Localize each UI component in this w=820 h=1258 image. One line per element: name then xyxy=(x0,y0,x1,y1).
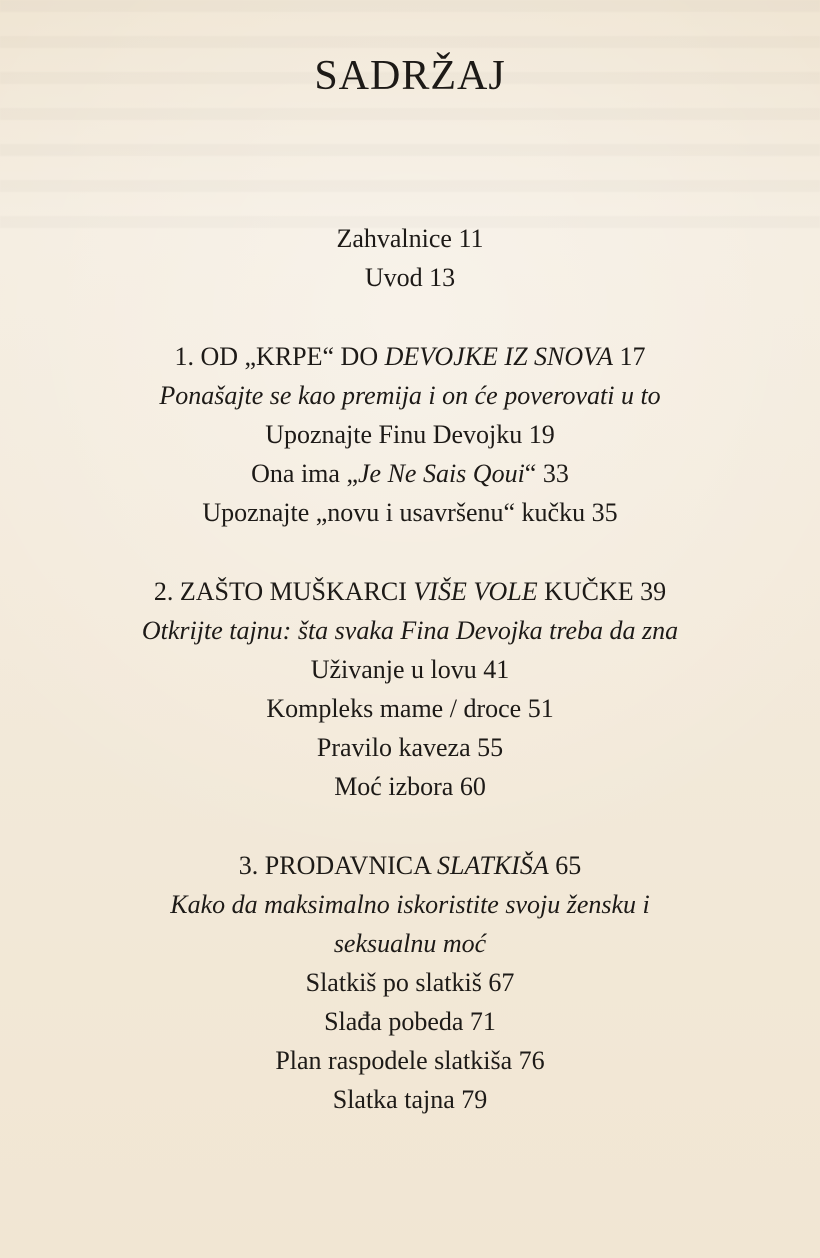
chapter-page: 39 xyxy=(640,577,667,606)
toc-entry xyxy=(0,454,820,493)
toc-entry xyxy=(0,689,820,728)
entry-label: Moć izbora xyxy=(334,772,454,801)
entry-label-tail: “ xyxy=(524,459,537,488)
entry-page: 79 xyxy=(461,1085,488,1114)
chapter-subtitle: seksualnu moć xyxy=(333,929,487,958)
chapter-page: 17 xyxy=(619,342,646,371)
toc-entry xyxy=(0,963,820,1002)
chapter-heading xyxy=(0,337,820,376)
entry-page: 60 xyxy=(459,772,486,801)
chapter-heading xyxy=(0,572,820,611)
toc-entry xyxy=(0,219,820,258)
entry-page: 51 xyxy=(527,694,554,723)
chapter-3 xyxy=(0,846,820,1119)
entry-label: Plan raspodele slatkiša xyxy=(275,1046,513,1075)
toc-entry xyxy=(0,493,820,532)
toc-entry xyxy=(0,728,820,767)
entry-page: 67 xyxy=(488,968,515,997)
show-through-text xyxy=(0,0,820,240)
chapter-heading-italic: VIŠE VOLE xyxy=(413,577,538,606)
entry-label-italic: Je Ne Sais Qoui xyxy=(357,459,525,488)
entry-page: 35 xyxy=(591,498,618,527)
entry-label: Upoznajte „novu i usavršenu“ kučku xyxy=(202,498,586,527)
entry-label: Zahvalnice xyxy=(336,224,452,253)
entry-page: 55 xyxy=(477,733,504,762)
toc-entry xyxy=(0,1041,820,1080)
chapter-heading-text: 3. PRODAVNICA xyxy=(238,851,437,880)
page-title: SADRŽAJ xyxy=(314,53,506,99)
toc-entry xyxy=(0,767,820,806)
entry-label: Slađa pobeda xyxy=(324,1007,464,1036)
toc-entry xyxy=(0,650,820,689)
toc-entry xyxy=(0,1002,820,1041)
entry-label: Uživanje u lovu xyxy=(310,655,477,684)
entry-page: 11 xyxy=(458,224,484,253)
chapter-heading-tail: KUČKE xyxy=(537,577,634,606)
entry-page: 71 xyxy=(469,1007,496,1036)
entry-label: Ona ima „ xyxy=(251,459,358,488)
chapter-heading-italic: SLATKIŠA xyxy=(436,851,549,880)
chapter-subtitle: Kako da maksimalno iskoristite svoju žensku i xyxy=(170,890,650,919)
entry-page: 13 xyxy=(429,263,456,292)
entry-page: 33 xyxy=(542,459,569,488)
entry-page: 76 xyxy=(518,1046,545,1075)
chapter-heading-text: 1. OD „KRPE“ DO xyxy=(174,342,385,371)
chapter-subtitle: Otkrijte tajnu: šta svaka Fina Devojka treba da zna xyxy=(141,616,679,645)
entry-label: Pravilo kaveza xyxy=(316,733,471,762)
entry-page: 41 xyxy=(483,655,510,684)
entry-label: Kompleks mame / droce xyxy=(266,694,522,723)
chapter-2 xyxy=(0,572,820,806)
chapter-heading-text: 2. ZAŠTO MUŠKARCI xyxy=(153,577,414,606)
chapter-page: 65 xyxy=(555,851,582,880)
entry-page: 19 xyxy=(528,420,555,449)
toc-entry xyxy=(0,258,820,297)
chapter-1 xyxy=(0,337,820,532)
chapter-subtitle: Ponašajte se kao premija i on će poverovati u to xyxy=(159,381,661,410)
toc-entry xyxy=(0,415,820,454)
toc-entry xyxy=(0,1080,820,1119)
chapter-heading xyxy=(0,846,820,885)
entry-label: Slatka tajna xyxy=(332,1085,455,1114)
table-of-contents xyxy=(0,219,820,1119)
front-matter xyxy=(0,219,820,297)
entry-label: Upoznajte Finu Devojku xyxy=(265,420,523,449)
entry-label: Uvod xyxy=(364,263,423,292)
chapter-heading-italic: DEVOJKE IZ SNOVA xyxy=(384,342,614,371)
entry-label: Slatkiš po slatkiš xyxy=(305,968,482,997)
